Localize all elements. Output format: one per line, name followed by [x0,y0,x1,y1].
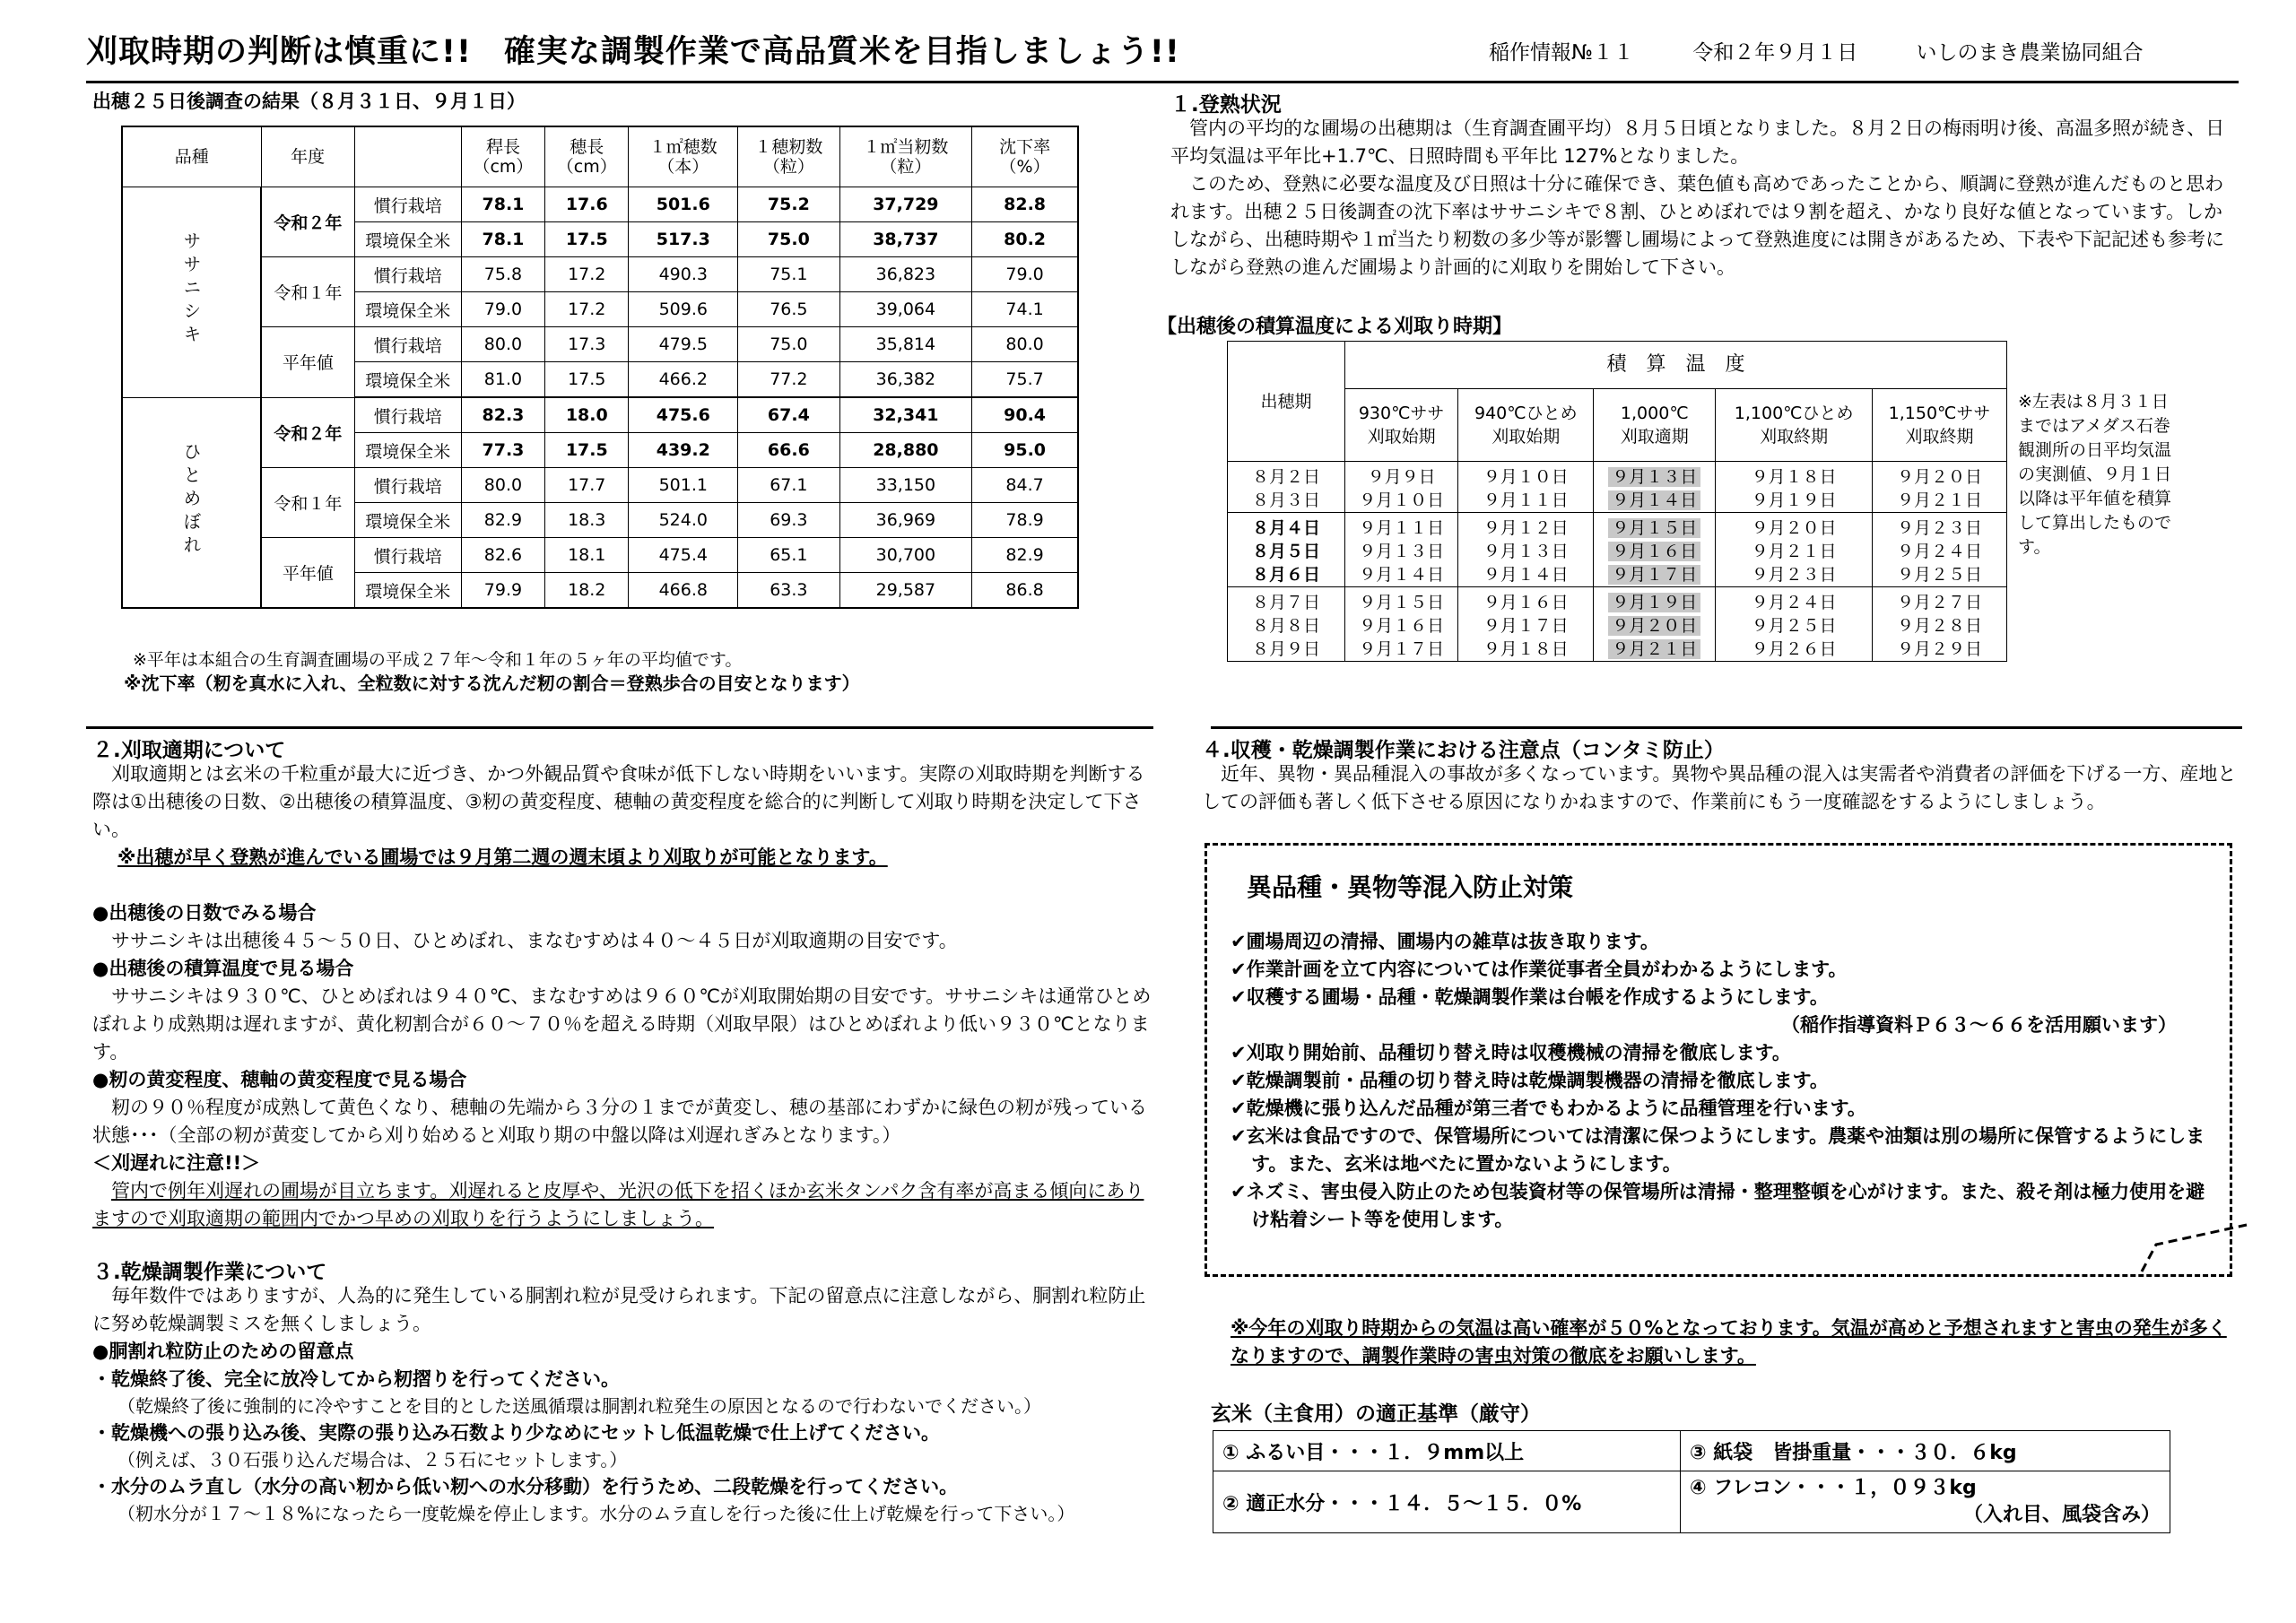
harvest-date: ９月２１日 [1716,540,1873,563]
survey-year: 平年値 [261,327,354,398]
survey-value: 76.5 [738,292,839,327]
harvest-date: ９月２６日 [1716,638,1873,662]
survey-note-average: ※平年は本組合の生育調査圃場の平成２７年～令和１年の５ヶ年の平均値です。 [133,650,743,670]
survey-value: 18.0 [545,397,629,433]
temp-col-stage: 刈取終期 [1760,427,1829,447]
harvest-date: ９月２０日 [1716,513,1873,541]
table-row [1228,614,2007,638]
optimal-harvest-date: ９月１９日 [1608,593,1700,612]
heading-date: ８月４日 [1228,513,1345,541]
temp-col-stage: 刈取始期 [1492,427,1561,447]
standard-sieve: ① ふるい目・・・１．９mm以上 [1213,1431,1681,1471]
table-row [1228,587,2007,615]
contamination-title: ４.収穫・乾燥調製作業における注意点（コンタミ防止） [1202,739,1725,762]
harvest-date: ９月１３日 [1458,540,1594,563]
harvest-date: ９月９日 [1345,462,1458,490]
survey-value: 80.0 [461,468,544,503]
harvest-date: ９月１８日 [1716,462,1873,490]
survey-value: 75.0 [738,327,839,362]
harvest-date: ９月１７日 [1345,638,1458,662]
variety-name-text: ササニシキ [180,231,202,349]
heading-date: ８月７日 [1228,587,1345,615]
harvest-date: ９月２１日 [1873,489,2007,513]
survey-value: 490.3 [629,257,738,292]
survey-value: 82.8 [972,187,1078,222]
survey-value: 439.2 [629,433,738,468]
harvest-date [1594,587,1716,615]
survey-col-header: 沈下率 （%） [972,126,1078,187]
harvest-date: ９月１２日 [1458,513,1594,541]
header-rule [86,81,2239,83]
heading-date: ８月６日 [1228,563,1345,587]
survey-year: 令和１年 [261,257,354,327]
table-row [122,187,1078,222]
standard-paper-bag: ③ 紙袋 皆掛重量・・・３０．６kg [1681,1431,2170,1471]
prevention-box-title: 異品種・異物等混入防止対策 [1247,872,1574,902]
survey-value: 80.0 [972,327,1078,362]
heading-date-col-header: 出穂期 [1228,342,1345,462]
heading-date: ８月２日 [1228,462,1345,490]
cultivation-type: 環境保全米 [354,292,461,327]
harvest-timing-note: ※左表は８月３１日まではアメダス石巻観測所の日平均気温の実測値、９月１日以降は平年値を積算して算出したものです。 [2018,392,2172,557]
survey-col-header: 穂長（cm） [545,126,629,187]
harvest-timing-table [1227,341,2007,662]
survey-col-header: １㎡穂数 （本） [629,126,738,187]
harvest-date: ９月２３日 [1716,563,1873,587]
table-row [1228,513,2007,541]
harvest-para-1: 刈取適期とは玄米の千粒重が最大に近づき、かつ外観品質や食味が低下しない時期をいいます。実際の刈取時期を判断する際は①出穂後の日数、②出穂後の積算温度、③籾の黄変程度、穂軸の黄変程度を総合的に判断して刈取り時期を決定して下さい。 [92,763,1145,840]
harvest-date: ９月２０日 [1873,462,2007,490]
survey-year: 令和２年 [261,187,354,257]
survey-value: 17.5 [545,362,629,398]
survey-value: 80.0 [461,327,544,362]
prevention-list [1231,928,2213,1234]
survey-value: 69.3 [738,503,839,538]
prevention-item: ✔ネズミ、害虫侵入防止のため包装資材等の保管場所は清掃・整理整頓を心がけます。また、殺そ剤は極力使用を避け粘着シート等を使用します。 [1231,1181,2205,1230]
survey-value: 75.2 [738,187,839,222]
drying-point-detail: （例えば、３０石張り込んだ場合は、２５石にセットします。） [117,1449,628,1471]
temp-col-threshold: 1,100℃ひとめ [1734,404,1854,423]
drying-points-list [92,1366,1155,1527]
ripening-para-1: 管内の平均的な圃場の出穂期は（生育調査圃平均）８月５日頃となりました。８月２日の梅雨明け後、高温多照が続き、日平均気温は平年比+1.7℃、日照時間も平年比 127%となりました。 [1170,117,2225,167]
table-row [1228,540,2007,563]
cultivation-type: 環境保全米 [354,362,461,398]
survey-value: 524.0 [629,503,738,538]
survey-value: 17.2 [545,292,629,327]
harvest-date: ９月１４日 [1458,563,1594,587]
survey-value: 17.7 [545,468,629,503]
standard-moisture: ② 適正水分・・・１４．５～１５．０% [1213,1471,1681,1533]
survey-value: 78.1 [461,222,544,257]
harvest-text [92,760,1155,1233]
harvest-date: ９月２７日 [1873,587,2007,615]
survey-value: 80.2 [972,222,1078,257]
survey-value: 466.8 [629,573,738,609]
organization: いしのまき農業協同組合 [1916,41,2144,65]
harvest-date [1594,614,1716,638]
page-title: 刈取時期の判断は慎重に!! 確実な調製作業で高品質米を目指しましょう!! [86,34,1180,70]
survey-value: 475.6 [629,397,738,433]
prevention-reference: （稲作指導資料Ｐ６３～６６を活用願います） [1781,1014,2177,1036]
ripening-title: １.登熟状況 [1170,93,1282,117]
survey-value: 466.2 [629,362,738,398]
drying-points-heading: ●胴割れ粒防止のための留意点 [92,1341,354,1362]
harvest-date: ９月１８日 [1458,638,1594,662]
survey-value: 82.9 [461,503,544,538]
harvest-date [1594,513,1716,541]
survey-value: 17.6 [545,187,629,222]
cultivation-type: 慣行栽培 [354,257,461,292]
temp-col-threshold: 1,150℃ササ [1888,404,1991,423]
heading-date: ８月３日 [1228,489,1345,513]
cultivation-type: 慣行栽培 [354,397,461,433]
harvest-date: ９月１６日 [1345,614,1458,638]
survey-year: 平年値 [261,538,354,609]
survey-value: 18.1 [545,538,629,573]
survey-value: 501.6 [629,187,738,222]
harvest-days-text: ササニシキは出穂後４５～５０日、ひとめぼれ、まなむすめは４０～４５日が刈取適期の目安です。 [111,930,958,951]
harvest-date [1594,563,1716,587]
survey-value: 30,700 [839,538,972,573]
issue-number: 稲作情報№１１ [1489,41,1634,65]
temp-col-threshold: 1,000℃ [1620,404,1689,423]
optimal-harvest-date: ９月２０日 [1608,616,1700,636]
standard-flexible-container [1681,1471,2170,1533]
harvest-date: ９月１３日 [1345,540,1458,563]
harvest-date: ９月１７日 [1458,614,1594,638]
harvest-temp-heading: ●出穂後の積算温度で見る場合 [92,958,354,979]
survey-value: 82.6 [461,538,544,573]
survey-col-header: 品種 [122,126,261,187]
harvest-date: ９月１０日 [1458,462,1594,490]
harvest-date [1594,540,1716,563]
harvest-temp-text: ササニシキは９３０℃、ひとめぼれは９４０℃、まなむすめは９６０℃が刈取開始期の目安です。ササニシキは通常ひとめぼれより成熟期は遅れますが、黄化籾割合が６０～７０％を超える時期（刈取早限）はひとめぼれより低い９３０℃となります。 [92,985,1152,1063]
temp-col-stage: 刈取終期 [1905,427,1974,447]
variety-name [122,397,261,608]
survey-value: 36,823 [839,257,972,292]
survey-value: 77.3 [461,433,544,468]
harvest-date: ９月２４日 [1716,587,1873,615]
survey-value: 36,969 [839,503,972,538]
survey-value: 36,382 [839,362,972,398]
optimal-harvest-date: ９月１７日 [1608,565,1700,585]
temp-col-threshold: 930℃ササ [1358,404,1445,423]
survey-value: 90.4 [972,397,1078,433]
standards-title: 玄米（主食用）の適正基準（厳守） [1211,1402,1541,1426]
survey-value: 35,814 [839,327,972,362]
drying-title: ３.乾燥調製作業について [92,1261,327,1284]
survey-value: 33,150 [839,468,972,503]
header-meta [1489,36,2144,65]
harvest-date: ９月２５日 [1873,563,2007,587]
harvest-yellowing-text: 籾の９０％程度が成熟して黄色くなり、穂軸の先端から３分の１までが黄変し、穂の基部にわずかに緑色の籾が残っている状態･･･（全部の籾が黄変してから刈り始めると刈取り期の中盤以降は刈遅れぎみとなります。） [92,1097,1147,1146]
drying-point: ・水分のムラ直し（水分の高い籾から低い籾への水分移動）を行うため、二段乾燥を行ってください。 [92,1476,959,1497]
temp-col-stage: 刈取始期 [1367,427,1436,447]
survey-value: 82.9 [972,538,1078,573]
cultivation-type: 慣行栽培 [354,187,461,222]
contamination-para-1: 近年、異物・異品種混入の事故が多くなっています。異物や異品種の混入は実需者や消費者の評価を下げる一方、産地としての評価も著しく低下させる原因になりかねますので、作業前にもう一度確認をするようにしましょう。 [1202,763,2237,812]
survey-value: 17.5 [545,222,629,257]
table-row [1228,638,2007,662]
harvest-date: ９月１９日 [1716,489,1873,513]
cultivation-type: 慣行栽培 [354,538,461,573]
survey-col-header [354,126,461,187]
heading-date: ８月８日 [1228,614,1345,638]
late-harvest-heading: ＜刈遅れに注意!!＞ [92,1152,261,1174]
optimal-harvest-date: ９月１３日 [1608,467,1700,487]
cultivation-type: 環境保全米 [354,222,461,257]
harvest-date: ９月１５日 [1345,587,1458,615]
harvest-date: ９月２９日 [1873,638,2007,662]
survey-value: 28,880 [839,433,972,468]
survey-col-header: １㎡当籾数 （粒） [839,126,972,187]
survey-value: 66.6 [738,433,839,468]
survey-value: 79.9 [461,573,544,609]
survey-value: 501.1 [629,468,738,503]
harvest-days-heading: ●出穂後の日数でみる場合 [92,902,317,924]
table-row [122,397,1078,433]
drying-point: ・乾燥終了後、完全に放冷してから籾摺りを行ってください。 [92,1368,620,1390]
survey-value: 475.4 [629,538,738,573]
cultivation-type: 慣行栽培 [354,468,461,503]
survey-value: 32,341 [839,397,972,433]
cultivation-type: 環境保全米 [354,433,461,468]
harvest-yellowing-heading: ●籾の黄変程度、穂軸の黄変程度で見る場合 [92,1069,467,1090]
survey-value: 79.0 [972,257,1078,292]
cultivation-type: 慣行栽培 [354,327,461,362]
harvest-date [1594,638,1716,662]
optimal-harvest-date: ９月１６日 [1608,542,1700,561]
harvest-date [1594,462,1716,490]
survey-year: 令和１年 [261,468,354,538]
harvest-date: ９月１１日 [1458,489,1594,513]
temp-col-header [1594,389,1716,462]
survey-value: 17.2 [545,257,629,292]
prevention-item: ✔刈取り開始前、品種切り替え時は収穫機械の清掃を徹底します。 [1231,1042,1791,1063]
harvest-timing-table-title: 【出穂後の積算温度による刈取り時期】 [1157,316,1513,338]
survey-value: 78.9 [972,503,1078,538]
survey-value: 79.0 [461,292,544,327]
survey-value: 63.3 [738,573,839,609]
section-divider-left [86,726,1153,729]
survey-col-header: １穂籾数 （粒） [738,126,839,187]
prevention-item: ✔乾燥機に張り込んだ品種が第三者でもわかるように品種管理を行います。 [1231,1098,1866,1119]
survey-table [121,126,1079,609]
survey-value: 37,729 [839,187,972,222]
temp-col-stage: 刈取適期 [1620,427,1689,447]
table-row [1228,563,2007,587]
survey-year: 令和２年 [261,397,354,468]
survey-value: 29,587 [839,573,972,609]
prevention-item: ✔圃場周辺の清掃、圃場内の雑草は抜き取ります。 [1231,931,1659,952]
survey-value: 517.3 [629,222,738,257]
prevention-item: ✔玄米は食品ですので、保管場所については清潔に保つようにします。農薬や油類は別の場所に保管するようにします。また、玄米は地べたに置かないようにします。 [1231,1125,2205,1175]
table-row [122,468,1078,503]
harvest-date: ９月２８日 [1873,614,2007,638]
weather-note-text: ※今年の刈取り時期からの気温は高い確率が５０%となっております。気温が高めと予想されますと害虫の発生が多くなりますので、調製作業時の害虫対策の徹底をお願いします。 [1231,1317,2227,1367]
survey-value: 67.4 [738,397,839,433]
survey-col-header: 年度 [261,126,354,187]
survey-title: 出穂２５日後調査の結果（８月３１日、９月１日） [92,91,526,112]
harvest-date: ９月１４日 [1345,563,1458,587]
standards-table [1213,1430,2170,1533]
survey-value: 81.0 [461,362,544,398]
survey-value: 95.0 [972,433,1078,468]
temp-col-header [1873,389,2007,462]
survey-value: 78.1 [461,187,544,222]
survey-value: 67.1 [738,468,839,503]
survey-value: 74.1 [972,292,1078,327]
table-row [1228,489,2007,513]
late-harvest-text: 管内で例年刈遅れの圃場が目立ちます。刈遅れると皮厚や、光沢の低下を招くほか玄米タンパク含有率が高まる傾向にありますので刈取適期の範囲内でかつ早めの刈取りを行うようにしましょう。 [92,1180,1144,1229]
temp-col-header [1458,389,1594,462]
survey-note-sink-rate: ※沈下率（籾を真水に入れ、全粒数に対する沈んだ籾の割合＝登熟歩合の目安となります） [124,673,860,694]
survey-value: 65.1 [738,538,839,573]
survey-value: 82.3 [461,397,544,433]
drying-point: ・乾燥機への張り込み後、実際の張り込み石数より少なめにセットし低温乾燥で仕上げてください。 [92,1422,940,1444]
survey-value: 18.3 [545,503,629,538]
harvest-date [1594,489,1716,513]
survey-value: 18.2 [545,573,629,609]
issue-date: 令和２年９月１日 [1692,41,1858,65]
variety-name-text: ひとめぼれ [180,441,202,559]
ripening-para-2: このため、登熟に必要な温度及び日照は十分に確保でき、葉色値も高めであったことから、順調に登熟が進んだものと思われます。出穂２５日後調査の沈下率はササニシキで８割、ひとめぼれでは９割を超え、かなり良好な値となっています。しかしながら、出穂時期や１㎡当たり籾数の多少等が影響し圃場によって登熟進度には開きがあるため、下表や下記記述も参考にしながら登熟の進んだ圃場より計画的に刈取りを開始して下さい。 [1170,173,2225,278]
table-row [122,538,1078,573]
survey-value: 38,737 [839,222,972,257]
table-row [1228,342,2007,389]
table-row [122,327,1078,362]
optimal-harvest-date: ９月１４日 [1608,490,1700,510]
harvest-date: ９月２５日 [1716,614,1873,638]
harvest-date: ９月２４日 [1873,540,2007,563]
ripening-text [1170,115,2233,282]
weather-note [1231,1315,2235,1370]
temp-col-threshold: 940℃ひとめ [1474,404,1578,423]
optimal-harvest-date: ９月１５日 [1608,518,1700,538]
temp-col-header [1345,389,1458,462]
drying-para-1: 毎年数件ではありますが、人為的に発生している胴割れ粒が見受けられます。下記の留意点に注意しながら、胴割れ粒防止に努め乾燥調製ミスを無くしましょう。 [92,1285,1146,1334]
prevention-item: ✔収穫する圃場・品種・乾燥調製作業は台帳を作成するようにします。 [1231,986,1829,1008]
drying-text [92,1282,1155,1527]
survey-col-header: 稈長（cm） [461,126,544,187]
survey-value: 479.5 [629,327,738,362]
standard-flexible-container-weight: ④ フレコン・・・１，０９３kg [1690,1477,1977,1499]
survey-value: 17.3 [545,327,629,362]
standard-flexible-container-note: （入れ目、風袋含み） [1962,1504,2161,1526]
survey-value: 86.8 [972,573,1078,609]
table-row [1228,462,2007,490]
survey-value: 75.8 [461,257,544,292]
heading-date: ８月５日 [1228,540,1345,563]
table-row [122,257,1078,292]
harvest-early-note: ※出穂が早く登熟が進んでいる圃場では９月第二週の週末頃より刈取りが可能となります。 [117,846,888,868]
temp-col-header [1716,389,1873,462]
survey-value: 75.0 [738,222,839,257]
section-divider-right [1211,726,2242,729]
survey-value: 39,064 [839,292,972,327]
prevention-item: ✔作業計画を立て内容については作業従事者全員がわかるようにします。 [1231,959,1848,980]
cultivation-type: 環境保全米 [354,503,461,538]
contamination-text [1202,760,2242,816]
cultivation-type: 環境保全米 [354,573,461,609]
survey-value: 17.5 [545,433,629,468]
survey-value: 75.1 [738,257,839,292]
variety-name [122,187,261,398]
table-row [1228,389,2007,462]
survey-value: 509.6 [629,292,738,327]
survey-value: 77.2 [738,362,839,398]
prevention-item: ✔乾燥調製前・品種の切り替え時は乾燥調製機器の清掃を徹底します。 [1231,1070,1829,1091]
optimal-harvest-date: ９月２１日 [1608,639,1700,659]
drying-point-detail: （籾水分が１７～１８%になったら一度乾燥を停止します。水分のムラ直しを行った後に仕上げ乾燥を行って下さい。） [117,1503,1075,1524]
drying-point-detail: （乾燥終了後に強制的に冷やすことを目的とした送風循環は胴割れ粒発生の原因となるので行わないでください。） [117,1395,1041,1417]
harvest-date: ９月１６日 [1458,587,1594,615]
harvest-date: ９月１１日 [1345,513,1458,541]
harvest-date: ９月１０日 [1345,489,1458,513]
harvest-date: ９月２３日 [1873,513,2007,541]
survey-value: 75.7 [972,362,1078,398]
harvest-title: ２.刈取適期について [92,739,286,762]
survey-value: 84.7 [972,468,1078,503]
cumulative-temp-header: 積 算 温 度 [1345,342,2007,389]
heading-date: ８月９日 [1228,638,1345,662]
